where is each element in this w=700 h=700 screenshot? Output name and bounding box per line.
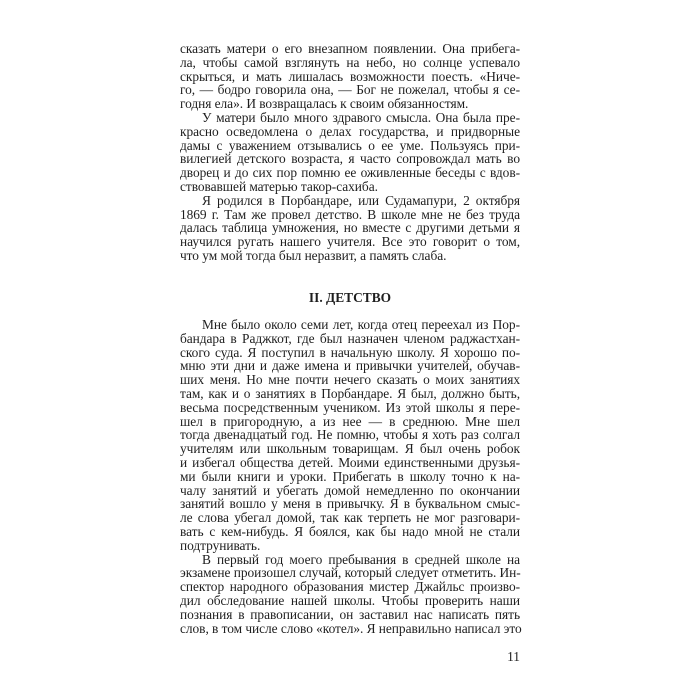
text-line: 1869 г. Там же провел детство. В школе мне не без труда (180, 206, 520, 222)
text-line: вать с кем-нибудь. Я боялся, как бы надо мной не стали (180, 523, 520, 539)
text-line: и избегал общества детей. Моими единственными друзья- (180, 454, 520, 470)
text-line: экзамене произошел случай, который следует отметить. Ин- (180, 565, 521, 581)
text-line: У матери было много здравого смысла. Она была пре- (202, 109, 520, 125)
text-line: подтрунивать. (180, 537, 261, 553)
text-line: ла, чтобы самой взглянуть на небо, но солнце успевало (180, 54, 520, 70)
text-line: В первый год моего пребывания в средней школе на (202, 551, 520, 567)
text-line: шел в пригородную, а из нее — в среднюю. Мне шел (180, 413, 520, 429)
chapter-heading: II. ДЕТСТВО (308, 290, 392, 305)
text-line: дамы с уважением отзывались о ее уме. Пользуясь при- (180, 137, 520, 153)
text-line: ле слова убегал домой, так как терпеть не мог разговари- (180, 510, 520, 526)
text-line: го, — бодро говорила она, — Бог не пожелал, чтобы я се- (180, 82, 520, 98)
text-line: учителям или школьным товарищам. Я был очень робок (180, 441, 520, 457)
text-line: ствовавшей матерью такор-сахиба. (180, 178, 378, 194)
text-line: весьма посредственным учеником. Из этой школы я пере- (180, 399, 520, 415)
text-line: дворец и до сих пор помню ее оживленные беседы с вдов- (180, 165, 520, 181)
text-line: ми были книги и уроки. Прибегать в школу точно к на- (180, 468, 520, 484)
text-line: красно осведомлена о делах государства, и придворные (180, 123, 520, 139)
text-line: там, как и о занятиях в Порбандаре. Я был, должно быть, (180, 385, 520, 401)
text-line: Я родился в Порбандаре, или Судамапури, 2 октября (202, 192, 520, 208)
text-line: далась таблица умножения, но вместе с другими детьми я (180, 220, 520, 236)
text-line: скрыться, и мать лишалась возможности поесть. «Ниче- (180, 68, 520, 84)
text-line: сказать матери о его внезапном появлении. Она прибега- (180, 41, 520, 56)
text-line: дил обследование нашей школы. Чтобы проверить наши (180, 592, 520, 608)
text-block-section-2 (180, 318, 520, 635)
text-line: ского суда. Я поступил в начальную школу. Я хорошо по- (180, 344, 520, 360)
text-line: годня ела». И возвращалась к своим обязанностям. (180, 96, 469, 112)
text-line: ших меня. Но мне почти нечего сказать о моих занятиях (180, 372, 520, 388)
text-line: Мне было около семи лет, когда отец переехал из Пор- (202, 317, 520, 332)
text-line: вилегией детского возраста, я часто сопровождал мать во (180, 151, 520, 167)
text-line: слов, в том числе слово «котел». Я неправильно написал это (180, 620, 522, 636)
text-line: занятий вошло у меня в привычку. Я в буквальном смыс- (180, 496, 520, 512)
text-line: бандара в Раджкот, где был назначен членом раджастхан- (180, 330, 520, 346)
text-line: чалу занятий и убегать домой немедленно по окончании (180, 482, 520, 498)
text-line: познания в правописании, он заставил нас написать пять (180, 606, 520, 622)
text-line: что ум мой тогда был неразвит, а память слаба. (180, 247, 447, 263)
text-line: мню эти дни и даже имена и привычки учителей, обучав- (180, 358, 520, 374)
text-block-section-1 (180, 42, 520, 263)
text-line: тогда двенадцатый год. Не помню, чтобы я хоть раз солгал (180, 427, 520, 443)
text-line: научился ругать нашего учителя. Все это говорит о том, (180, 234, 520, 250)
page-number: 11 (507, 649, 520, 664)
text-line: спектор народного образования мистер Джайльс произво- (180, 579, 520, 595)
